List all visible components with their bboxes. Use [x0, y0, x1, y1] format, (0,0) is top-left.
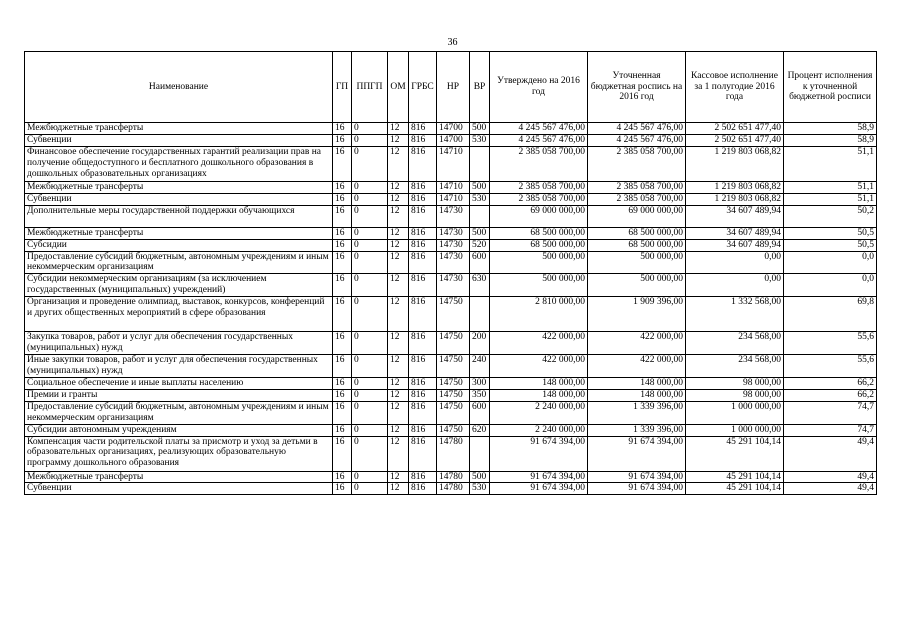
cell-name: Субсидии — [25, 239, 333, 251]
cell-vr — [470, 297, 490, 332]
table-header-row — [25, 52, 877, 123]
cell-om: 12 — [388, 297, 409, 332]
cell-om: 12 — [388, 227, 409, 239]
cell-approved: 148 000,00 — [490, 377, 588, 389]
budget-table — [24, 51, 877, 495]
cell-percent: 51,1 — [784, 193, 877, 205]
cell-percent: 0,0 — [784, 251, 877, 274]
cell-cash: 34 607 489,94 — [686, 239, 784, 251]
cell-om: 12 — [388, 274, 409, 297]
cell-gp: 16 — [333, 134, 352, 146]
cell-refined: 2 385 058 700,00 — [588, 193, 686, 205]
cell-grbs: 816 — [409, 355, 437, 378]
cell-name: Организация и проведение олимпиад, выставок, конкурсов, конференций и других общественных мероприятий в сфере образования — [25, 297, 333, 332]
cell-ppgp: 0 — [352, 251, 388, 274]
cell-cash: 1 219 803 068,82 — [686, 146, 784, 181]
cell-vr: 600 — [470, 251, 490, 274]
cell-refined: 2 385 058 700,00 — [588, 146, 686, 181]
table-row — [25, 274, 877, 297]
cell-percent: 49,4 — [784, 471, 877, 483]
table-row — [25, 239, 877, 251]
cell-name: Межбюджетные трансферты — [25, 227, 333, 239]
cell-grbs: 816 — [409, 483, 437, 495]
cell-gp: 16 — [333, 332, 352, 355]
cell-om: 12 — [388, 239, 409, 251]
cell-approved: 2 240 000,00 — [490, 424, 588, 436]
cell-ppgp: 0 — [352, 134, 388, 146]
cell-vr: 500 — [470, 471, 490, 483]
table-row — [25, 181, 877, 193]
cell-cash: 98 000,00 — [686, 389, 784, 401]
cell-gp: 16 — [333, 471, 352, 483]
cell-refined: 69 000 000,00 — [588, 205, 686, 227]
cell-vr: 500 — [470, 123, 490, 135]
cell-gp: 16 — [333, 146, 352, 181]
cell-vr: 530 — [470, 134, 490, 146]
cell-ppgp: 0 — [352, 377, 388, 389]
cell-np: 14750 — [437, 377, 470, 389]
cell-percent: 50,5 — [784, 227, 877, 239]
cell-gp: 16 — [333, 389, 352, 401]
table-row — [25, 389, 877, 401]
cell-gp: 16 — [333, 483, 352, 495]
cell-name: Межбюджетные трансферты — [25, 181, 333, 193]
table-row — [25, 471, 877, 483]
cell-percent: 50,5 — [784, 239, 877, 251]
cell-approved: 2 240 000,00 — [490, 401, 588, 424]
cell-vr: 240 — [470, 355, 490, 378]
cell-percent: 74,7 — [784, 401, 877, 424]
table-row — [25, 424, 877, 436]
cell-ppgp: 0 — [352, 146, 388, 181]
cell-cash: 1 219 803 068,82 — [686, 193, 784, 205]
cell-percent: 66,2 — [784, 389, 877, 401]
cell-vr: 620 — [470, 424, 490, 436]
cell-ppgp: 0 — [352, 181, 388, 193]
cell-ppgp: 0 — [352, 205, 388, 227]
cell-np: 14710 — [437, 146, 470, 181]
cell-om: 12 — [388, 123, 409, 135]
cell-gp: 16 — [333, 355, 352, 378]
header-name: Наименование — [25, 52, 333, 123]
table-row — [25, 205, 877, 227]
cell-np: 14780 — [437, 483, 470, 495]
cell-refined: 500 000,00 — [588, 274, 686, 297]
cell-vr: 530 — [470, 193, 490, 205]
cell-gp: 16 — [333, 123, 352, 135]
cell-np: 14730 — [437, 239, 470, 251]
cell-gp: 16 — [333, 274, 352, 297]
cell-cash: 2 502 651 477,40 — [686, 123, 784, 135]
cell-om: 12 — [388, 355, 409, 378]
cell-grbs: 816 — [409, 134, 437, 146]
cell-cash: 45 291 104,14 — [686, 471, 784, 483]
cell-np: 14780 — [437, 436, 470, 471]
cell-name: Субсидии автономным учреждениям — [25, 424, 333, 436]
cell-np: 14750 — [437, 389, 470, 401]
cell-approved: 68 500 000,00 — [490, 239, 588, 251]
cell-grbs: 816 — [409, 297, 437, 332]
cell-refined: 68 500 000,00 — [588, 239, 686, 251]
cell-name: Закупка товаров, работ и услуг для обеспечения государственных (муниципальных) нужд — [25, 332, 333, 355]
cell-np: 14750 — [437, 401, 470, 424]
cell-ppgp: 0 — [352, 123, 388, 135]
cell-name: Межбюджетные трансферты — [25, 123, 333, 135]
cell-grbs: 816 — [409, 239, 437, 251]
cell-gp: 16 — [333, 297, 352, 332]
cell-ppgp: 0 — [352, 436, 388, 471]
cell-gp: 16 — [333, 377, 352, 389]
cell-refined: 4 245 567 476,00 — [588, 123, 686, 135]
cell-cash: 98 000,00 — [686, 377, 784, 389]
cell-refined: 422 000,00 — [588, 355, 686, 378]
cell-approved: 422 000,00 — [490, 355, 588, 378]
cell-vr: 500 — [470, 181, 490, 193]
header-gp: ГП — [333, 52, 352, 123]
cell-om: 12 — [388, 377, 409, 389]
cell-approved: 69 000 000,00 — [490, 205, 588, 227]
cell-vr: 300 — [470, 377, 490, 389]
cell-grbs: 816 — [409, 274, 437, 297]
cell-percent: 0,0 — [784, 274, 877, 297]
cell-om: 12 — [388, 181, 409, 193]
cell-refined: 1 339 396,00 — [588, 401, 686, 424]
cell-approved: 2 385 058 700,00 — [490, 181, 588, 193]
cell-vr — [470, 146, 490, 181]
cell-percent: 49,4 — [784, 483, 877, 495]
cell-approved: 500 000,00 — [490, 251, 588, 274]
cell-cash: 2 502 651 477,40 — [686, 134, 784, 146]
table-row — [25, 483, 877, 495]
header-approved: Утверждено на 2016 год — [490, 52, 588, 123]
cell-ppgp: 0 — [352, 401, 388, 424]
cell-percent: 55,6 — [784, 332, 877, 355]
cell-percent: 58,9 — [784, 134, 877, 146]
cell-om: 12 — [388, 251, 409, 274]
cell-grbs: 816 — [409, 401, 437, 424]
cell-om: 12 — [388, 424, 409, 436]
table-row — [25, 251, 877, 274]
cell-gp: 16 — [333, 401, 352, 424]
cell-cash: 45 291 104,14 — [686, 436, 784, 471]
cell-ppgp: 0 — [352, 297, 388, 332]
cell-grbs: 816 — [409, 389, 437, 401]
cell-refined: 148 000,00 — [588, 389, 686, 401]
cell-cash: 45 291 104,14 — [686, 483, 784, 495]
cell-om: 12 — [388, 436, 409, 471]
cell-name: Субсидии некоммерческим организациям (за исключением государственных (муниципальных) учреждений) — [25, 274, 333, 297]
cell-cash: 234 568,00 — [686, 332, 784, 355]
cell-refined: 422 000,00 — [588, 332, 686, 355]
cell-om: 12 — [388, 193, 409, 205]
cell-ppgp: 0 — [352, 274, 388, 297]
cell-approved: 91 674 394,00 — [490, 483, 588, 495]
cell-np: 14780 — [437, 471, 470, 483]
cell-percent: 51,1 — [784, 146, 877, 181]
cell-approved: 4 245 567 476,00 — [490, 123, 588, 135]
cell-name: Субвенции — [25, 483, 333, 495]
cell-approved: 91 674 394,00 — [490, 436, 588, 471]
cell-cash: 1 332 568,00 — [686, 297, 784, 332]
cell-refined: 91 674 394,00 — [588, 436, 686, 471]
cell-ppgp: 0 — [352, 332, 388, 355]
cell-cash: 1 000 000,00 — [686, 401, 784, 424]
cell-om: 12 — [388, 134, 409, 146]
cell-percent: 69,8 — [784, 297, 877, 332]
cell-percent: 51,1 — [784, 181, 877, 193]
cell-percent: 66,2 — [784, 377, 877, 389]
cell-np: 14750 — [437, 332, 470, 355]
cell-np: 14730 — [437, 227, 470, 239]
cell-percent: 74,7 — [784, 424, 877, 436]
cell-name: Субвенции — [25, 193, 333, 205]
cell-refined: 68 500 000,00 — [588, 227, 686, 239]
cell-np: 14730 — [437, 205, 470, 227]
cell-grbs: 816 — [409, 332, 437, 355]
cell-np: 14700 — [437, 134, 470, 146]
cell-approved: 500 000,00 — [490, 274, 588, 297]
header-percent: Процент исполнения к уточненной бюджетной росписи — [784, 52, 877, 123]
cell-gp: 16 — [333, 251, 352, 274]
cell-gp: 16 — [333, 424, 352, 436]
cell-approved: 422 000,00 — [490, 332, 588, 355]
cell-cash: 1 219 803 068,82 — [686, 181, 784, 193]
cell-om: 12 — [388, 205, 409, 227]
cell-name: Предоставление субсидий бюджетным, автономным учреждениям и иным некоммерческим организациям — [25, 251, 333, 274]
cell-name: Социальное обеспечение и иные выплаты населению — [25, 377, 333, 389]
cell-cash: 0,00 — [686, 251, 784, 274]
cell-percent: 50,2 — [784, 205, 877, 227]
cell-grbs: 816 — [409, 251, 437, 274]
cell-vr — [470, 436, 490, 471]
cell-name: Дополнительные меры государственной поддержки обучающихся — [25, 205, 333, 227]
cell-approved: 68 500 000,00 — [490, 227, 588, 239]
cell-grbs: 816 — [409, 436, 437, 471]
table-row — [25, 297, 877, 332]
cell-percent: 49,4 — [784, 436, 877, 471]
cell-refined: 91 674 394,00 — [588, 483, 686, 495]
table-row — [25, 227, 877, 239]
cell-vr: 200 — [470, 332, 490, 355]
cell-vr: 500 — [470, 227, 490, 239]
cell-refined: 1 909 396,00 — [588, 297, 686, 332]
cell-percent: 55,6 — [784, 355, 877, 378]
cell-name: Иные закупки товаров, работ и услуг для обеспечения государственных (муниципальных) нужд — [25, 355, 333, 378]
header-ppgp: ППГП — [352, 52, 388, 123]
cell-grbs: 816 — [409, 227, 437, 239]
cell-ppgp: 0 — [352, 355, 388, 378]
table-row — [25, 436, 877, 471]
cell-name: Премии и гранты — [25, 389, 333, 401]
header-vr: ВР — [470, 52, 490, 123]
cell-ppgp: 0 — [352, 193, 388, 205]
cell-om: 12 — [388, 471, 409, 483]
cell-grbs: 816 — [409, 424, 437, 436]
cell-ppgp: 0 — [352, 424, 388, 436]
cell-refined: 148 000,00 — [588, 377, 686, 389]
cell-ppgp: 0 — [352, 389, 388, 401]
table-row — [25, 193, 877, 205]
cell-grbs: 816 — [409, 181, 437, 193]
cell-om: 12 — [388, 146, 409, 181]
table-row — [25, 332, 877, 355]
cell-gp: 16 — [333, 181, 352, 193]
cell-om: 12 — [388, 332, 409, 355]
header-refined: Уточненная бюджетная роспись на 2016 год — [588, 52, 686, 123]
cell-approved: 148 000,00 — [490, 389, 588, 401]
cell-np: 14710 — [437, 181, 470, 193]
cell-ppgp: 0 — [352, 483, 388, 495]
cell-refined: 4 245 567 476,00 — [588, 134, 686, 146]
cell-approved: 2 385 058 700,00 — [490, 146, 588, 181]
table-row — [25, 401, 877, 424]
cell-ppgp: 0 — [352, 227, 388, 239]
cell-np: 14700 — [437, 123, 470, 135]
cell-vr: 630 — [470, 274, 490, 297]
table-row — [25, 123, 877, 135]
cell-vr: 350 — [470, 389, 490, 401]
cell-name: Субвенции — [25, 134, 333, 146]
cell-name: Предоставление субсидий бюджетным, автономным учреждениям и иным некоммерческим организациям — [25, 401, 333, 424]
cell-grbs: 816 — [409, 193, 437, 205]
header-np: НР — [437, 52, 470, 123]
table-row — [25, 146, 877, 181]
cell-np: 14750 — [437, 424, 470, 436]
cell-gp: 16 — [333, 205, 352, 227]
cell-cash: 34 607 489,94 — [686, 205, 784, 227]
cell-name: Компенсация части родительской платы за присмотр и уход за детьми в образовательных организациях, реализующих образовательную программу дошкольного образования — [25, 436, 333, 471]
cell-approved: 91 674 394,00 — [490, 471, 588, 483]
cell-np: 14730 — [437, 251, 470, 274]
cell-np: 14730 — [437, 274, 470, 297]
cell-grbs: 816 — [409, 377, 437, 389]
cell-vr: 600 — [470, 401, 490, 424]
cell-vr: 520 — [470, 239, 490, 251]
cell-vr — [470, 205, 490, 227]
cell-refined: 91 674 394,00 — [588, 471, 686, 483]
cell-approved: 2 385 058 700,00 — [490, 193, 588, 205]
table-body — [25, 123, 877, 495]
header-cash: Кассовое исполнение за 1 полугодие 2016 года — [686, 52, 784, 123]
cell-grbs: 816 — [409, 471, 437, 483]
cell-gp: 16 — [333, 193, 352, 205]
cell-refined: 500 000,00 — [588, 251, 686, 274]
cell-name: Межбюджетные трансферты — [25, 471, 333, 483]
cell-percent: 58,9 — [784, 123, 877, 135]
cell-refined: 1 339 396,00 — [588, 424, 686, 436]
cell-grbs: 816 — [409, 123, 437, 135]
cell-om: 12 — [388, 389, 409, 401]
cell-name: Финансовое обеспечение государственных гарантий реализации прав на получение общедоступного и бесплатного дошкольного образования в дошкольных образовательных организациях — [25, 146, 333, 181]
table-row — [25, 134, 877, 146]
table-row — [25, 355, 877, 378]
cell-gp: 16 — [333, 227, 352, 239]
cell-cash: 1 000 000,00 — [686, 424, 784, 436]
cell-refined: 2 385 058 700,00 — [588, 181, 686, 193]
cell-ppgp: 0 — [352, 471, 388, 483]
cell-cash: 34 607 489,94 — [686, 227, 784, 239]
page-number: 36 — [447, 37, 458, 48]
cell-om: 12 — [388, 401, 409, 424]
cell-np: 14750 — [437, 355, 470, 378]
header-grbs: ГРБС — [409, 52, 437, 123]
cell-cash: 234 568,00 — [686, 355, 784, 378]
cell-gp: 16 — [333, 239, 352, 251]
cell-gp: 16 — [333, 436, 352, 471]
cell-ppgp: 0 — [352, 239, 388, 251]
header-om: ОМ — [388, 52, 409, 123]
cell-om: 12 — [388, 483, 409, 495]
cell-np: 14750 — [437, 297, 470, 332]
cell-cash: 0,00 — [686, 274, 784, 297]
cell-grbs: 816 — [409, 146, 437, 181]
cell-approved: 4 245 567 476,00 — [490, 134, 588, 146]
cell-approved: 2 810 000,00 — [490, 297, 588, 332]
table-row — [25, 377, 877, 389]
cell-vr: 530 — [470, 483, 490, 495]
cell-np: 14710 — [437, 193, 470, 205]
cell-grbs: 816 — [409, 205, 437, 227]
